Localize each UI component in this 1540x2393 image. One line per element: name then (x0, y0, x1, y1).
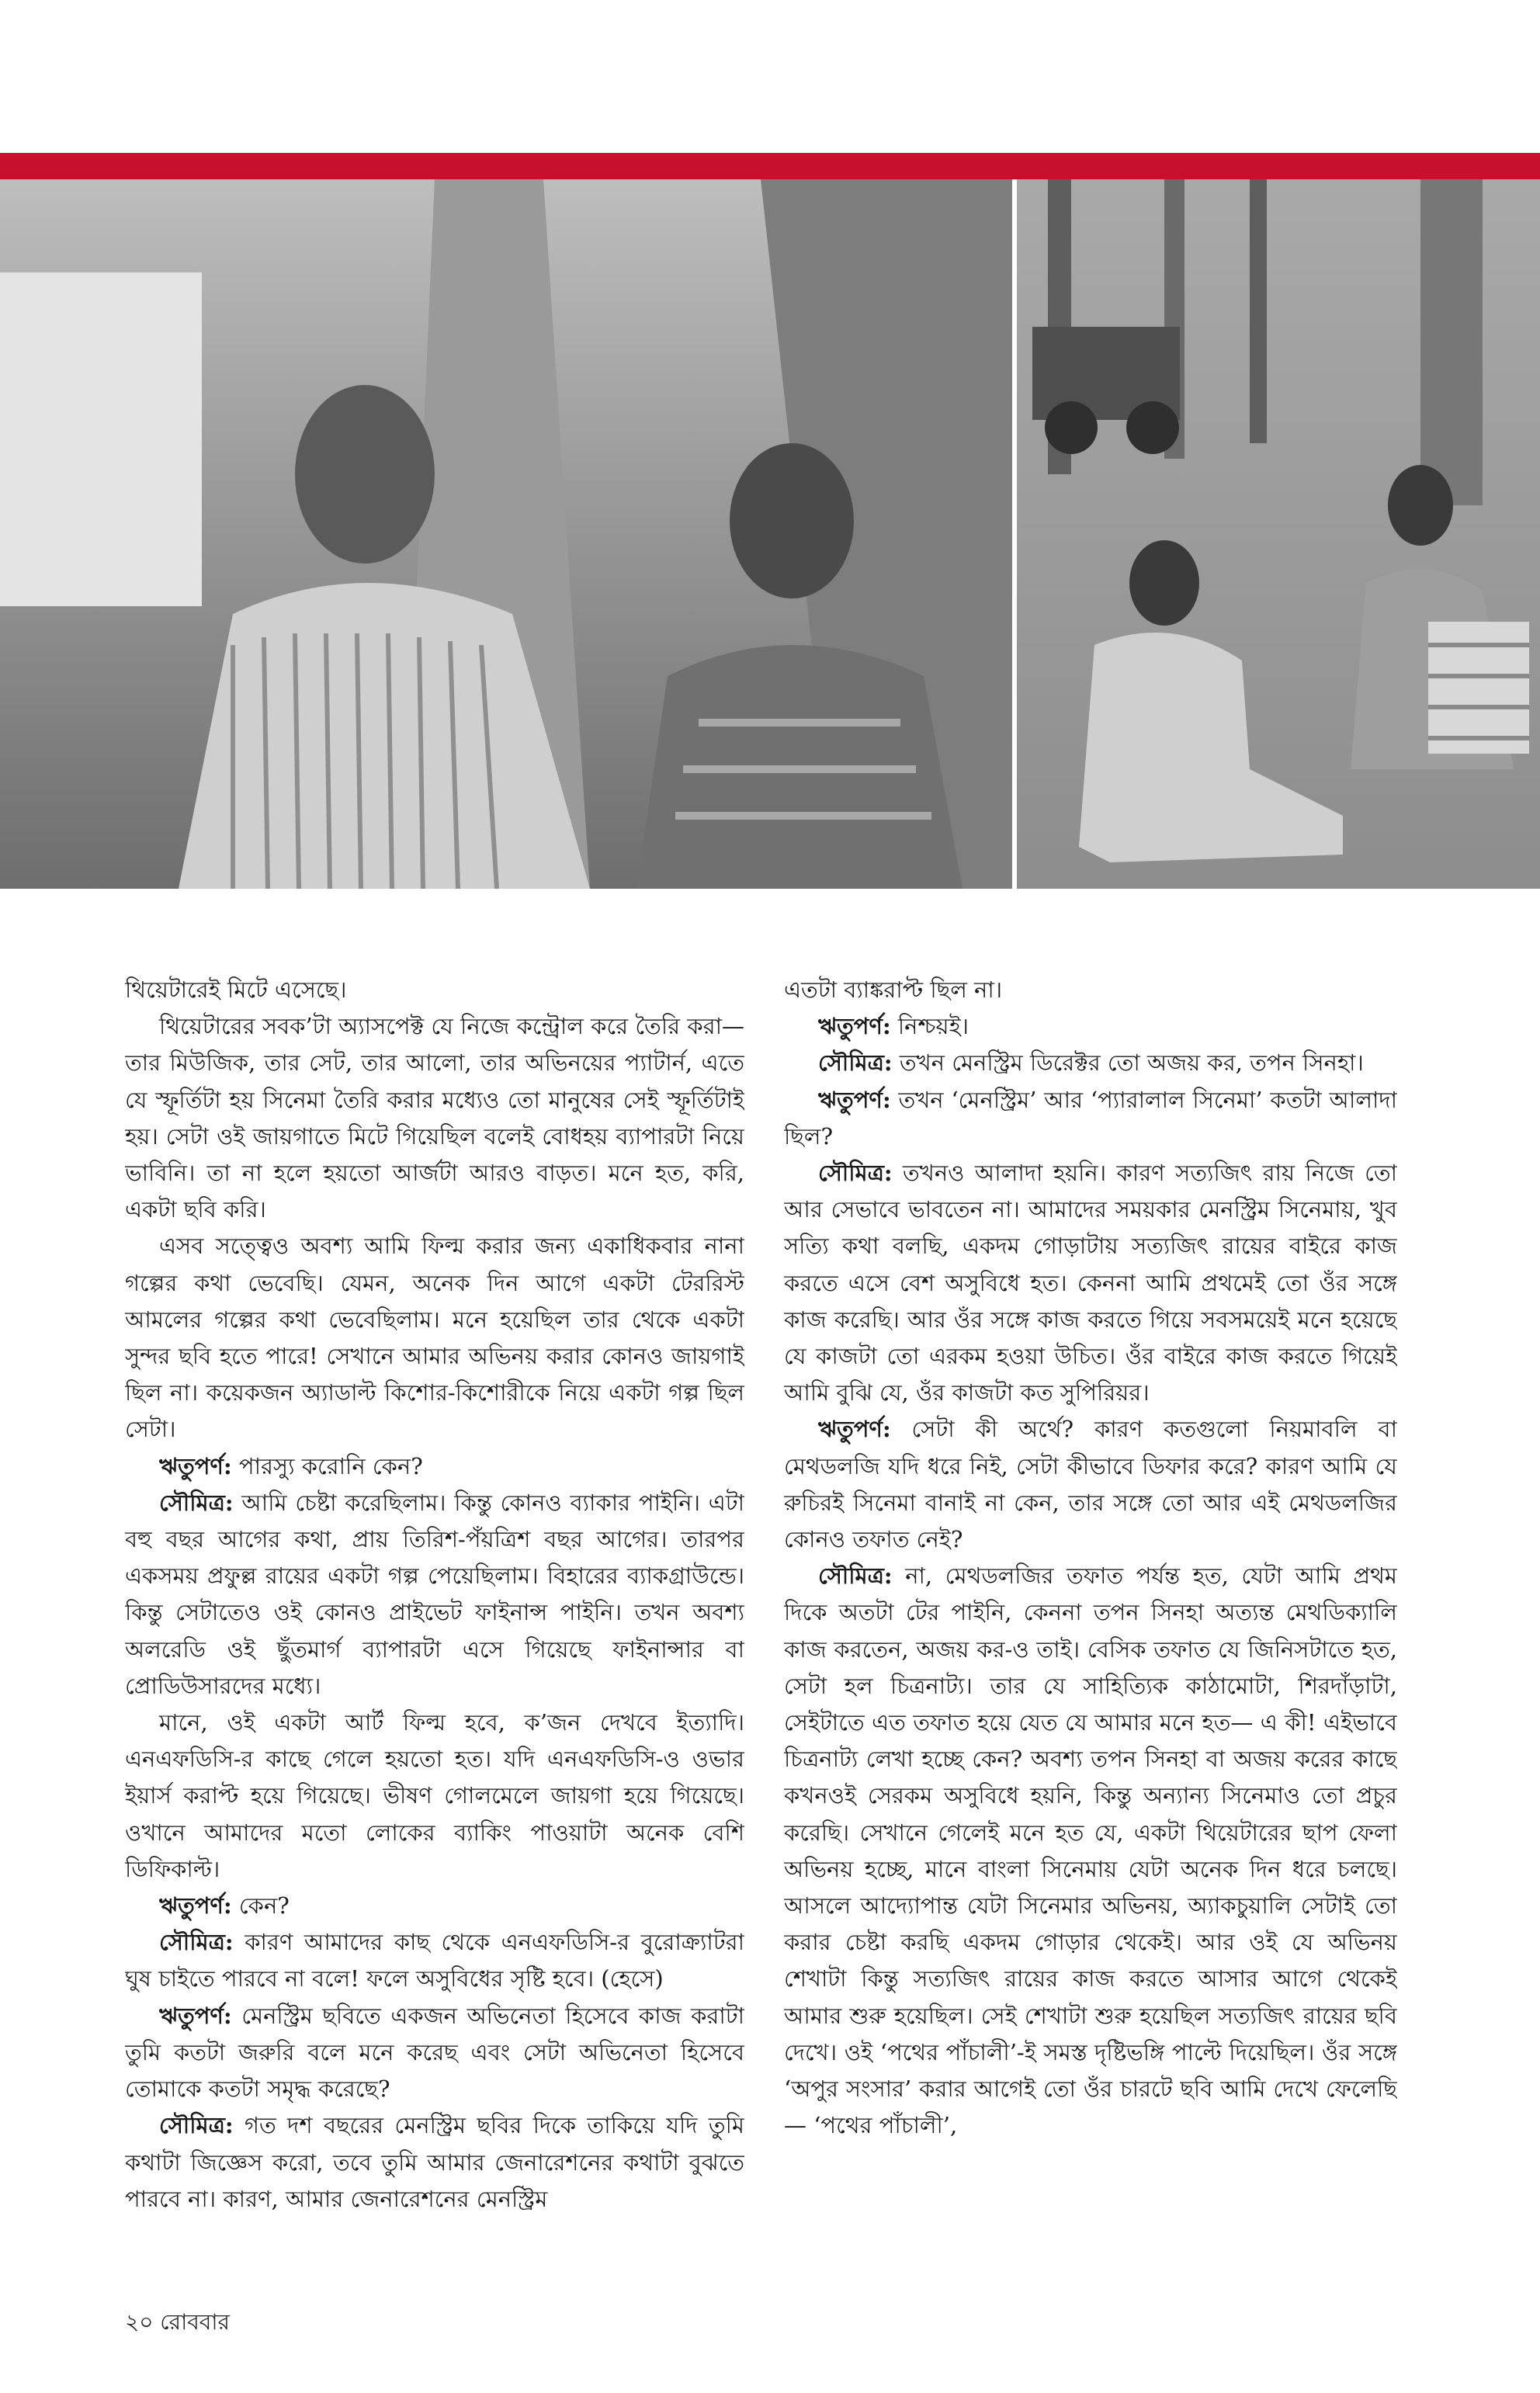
photo-strip (0, 179, 1540, 889)
interview-answer: সৌমিত্র: তখন মেনস্ট্রিম ডিরেক্টর তো অজয় কর, তপন সিনহা। (818, 1049, 1364, 1077)
film-still-photo-left (0, 179, 1012, 889)
interview-question: ঋতুপর্ণ: সেটা কী অর্থে? কারণ কতগুলো নিয়মাবলি বা মেথডলজি যদি ধরে নিই, সেটা কীভাবে ডিফার করে? কারণ আমি যে রুচিরই সিনেমা বানাই না কেন, তার সঙ্গে তো আর এই মেথডলজির কোনও তফাত নেই? (784, 1416, 1397, 1553)
film-still-photo-icon (0, 179, 1012, 889)
interview-answer: সৌমিত্র: তখনও আলাদা হয়নি। কারণ সত্যজিৎ রায় নিজে তো আর সেভাবে ভাবতেন না। আমাদের সময়কার মেনস্ট্রিম সিনেমায়, খুব সত্যি কথা বলছি, একদম গোড়াটায় সত্যজিৎ রায়ের বাইরে কাজ করতে এসে বেশ অসুবিধে হত। কেননা আমি প্রথমেই তো ওঁর সঙ্গে কাজ করেছি। আর ওঁর সঙ্গে কাজ করতে গিয়ে সবসময়েই মনে হয়েছে যে কাজটা তো এরকম হওয়া উচিত। ওঁর বাইরে কাজ করতে গিয়েই আমি বুঝি যে, ওঁর কাজটা কত সুপিরিয়র। (784, 1160, 1397, 1406)
speaker-label: সৌমিত্র: (818, 1562, 893, 1590)
article-paragraph: থিয়েটারের সবক’টা অ্যাসপেক্ট যে নিজে কন্ট্রোল করে তৈরি করা— তার মিউজিক, তার সেট, তার আলো, তার অভিনয়ের প্যাটার্ন, এতে যে স্ফূর্তিটা হয় সিনেমা তৈরি করার মধ্যেও তো মানুষের সেই স্ফূর্তিটাই হয়। সেটা ওই জায়গাতে মিটে গিয়েছিল বলেই বোধহয় ব্যাপারটা নিয়ে ভাবিনি। তা না হলে হয়তো আর্জটা আরও বাড়ত। মনে হত, করি, একটা ছবি করি। (125, 1013, 744, 1223)
speaker-label: ঋতুপর্ণ: (818, 1013, 891, 1040)
speaker-label: সৌমিত্র: (159, 1929, 234, 1956)
interview-answer: সৌমিত্র: কারণ আমাদের কাছ থেকে এনএফডিসি-র বুরোক্র্যাটরা ঘুষ চাইতে পারবে না বলে! ফলে অসুবিধের সৃষ্টি হবে। (হেসে) (125, 1929, 744, 1992)
speaker-label: ঋতুপর্ণ: (159, 1452, 232, 1479)
speaker-label: ঋতুপর্ণ: (159, 1892, 232, 1920)
speaker-label: সৌমিত্র: (159, 2112, 234, 2139)
accent-bar (0, 153, 1540, 179)
speaker-label: ঋতুপর্ণ: (159, 2002, 232, 2029)
article-column-right (784, 972, 1397, 2291)
article-paragraph: এতটা ব্যাঙ্করাপ্ট ছিল না। (784, 976, 1003, 1003)
article-paragraph: এসব সত্ত্বেও অবশ্য আমি ফিল্ম করার জন্য একাধিকবার নানা গল্পের কথা ভেবেছি। যেমন, অনেক দিন আগে একটা টেররিস্ট আমলের গল্পের কথা ভেবেছিলাম। মনে হয়েছিল তার থেকে একটা সুন্দর ছবি হতে পারে! সেখানে আমার অভিনয় করার কোনও জায়গাই ছিল না। কয়েকজন অ্যাডাল্ট কিশোর-কিশোরীকে নিয়ে একটা গল্প ছিল সেটা। (125, 1233, 744, 1443)
article-column-left (125, 972, 744, 2291)
article-paragraph: মানে, ওই একটা আর্ট ফিল্ম হবে, ক’জন দেখবে ইত্যাদি। এনএফডিসি-র কাছে গেলে হয়তো হত। যদি এনএফডিসি-ও ওভার ইয়ার্স করাপ্ট হয়ে গিয়েছে। ভীষণ গোলমেলে জায়গা হয়ে গিয়েছে। ওখানে আমাদের মতো লোকের ব্যাকিং পাওয়াটা অনেক বেশি ডিফিকাল্ট। (125, 1709, 744, 1882)
interview-question: ঋতুপর্ণ: কেন? (159, 1892, 290, 1920)
film-still-photo-icon (1017, 179, 1540, 889)
speaker-label: ঋতুপর্ণ: (818, 1086, 891, 1113)
speaker-label: সৌমিত্র: (159, 1489, 234, 1516)
speaker-label: ঋতুপর্ণ: (818, 1416, 891, 1443)
speaker-label: সৌমিত্র: (818, 1049, 893, 1077)
interview-answer: সৌমিত্র: আমি চেষ্টা করেছিলাম। কিন্তু কোনও ব্যাকার পাইনি। এটা বহু বছর আগের কথা, প্রায় তিরিশ-পঁয়ত্রিশ বছর আগের। তারপর একসময় প্রফুল্ল রায়ের একটা গল্প পেয়েছিলাম। বিহারের ব্যাকগ্রাউন্ডে। কিন্তু সেটাতেও ওই কোনও প্রাইভেট ফাইনান্স পাইনি। তখন অবশ্য অলরেডি ওই ছুঁতমার্গ ব্যাপারটা এসে গিয়েছে ফাইনান্সার বা প্রোডিউসারদের মধ্যে। (125, 1489, 744, 1699)
interview-answer: সৌমিত্র: গত দশ বছরের মেনস্ট্রিম ছবির দিকে তাকিয়ে যদি তুমি কথাটা জিজ্ঞেস করো, তবে তুমি আমার জেনারেশনের কথাটা বুঝতে পারবে না। কারণ, আমার জেনারেশনের মেনস্ট্রিম (125, 2112, 744, 2212)
interview-answer: সৌমিত্র: না, মেথডলজির তফাত পর্যন্ত হত, যেটা আমি প্রথম দিকে অতটা টের পাইনি, কেননা তপন সিনহা অত্যন্ত মেথডিক্যালি কাজ করতেন, অজয় কর-ও তাই। বেসিক তফাত যে জিনিসটাতে হত, সেটা হল চিত্রনাট্য। তার যে সাহিত্যিক কাঠামোটা, শিরদাঁড়াটা, সেইটাতে এত তফাত হয়ে যেত যে আমার মনে হত— এ কী! এইভাবে চিত্রনাট্য লেখা হচ্ছে কেন? অবশ্য তপন সিনহা বা অজয় করের কাছে কখনওই সেরকম অসুবিধে হয়নি, কিন্তু অন্যান্য সিনেমাও তো প্রচুর করেছি। সেখানে গেলেই মনে হত যে, একটা থিয়েটারের ছাপ ফেলা অভিনয় হচ্ছে, মানে বাংলা সিনেমায় যেটা অনেক দিন ধরে চলছে। আসলে আদ্যোপান্ত যেটা সিনেমার অভিনয়, অ্যাকচুয়ালি সেটাই তো করার চেষ্টা করছি একদম গোড়ার থেকেই। আর ওই যে অভিনয় শেখাটা কিন্তু সত্যজিৎ রায়ের কাজ করতে আসার আগে থেকেই আমার শুরু হয়েছিল। সেই শেখাটা শুরু হয়েছিল সত্যজিৎ রায়ের ছবি দেখে। ওই ‘পথের পাঁচালী’-ই সমস্ত দৃষ্টিভঙ্গি পাল্টে দিয়েছিল। ওঁর সঙ্গে ‘অপুর সংসার’ করার আগেই তো ওঁর চারটে ছবি আমি দেখে ফেলেছি— ‘পথের পাঁচালী’, (784, 1562, 1397, 2139)
interview-question: ঋতুপর্ণ: নিশ্চয়ই। (818, 1013, 969, 1040)
article-paragraph: থিয়েটারেই মিটে এসেছে। (125, 976, 347, 1003)
speaker-label: সৌমিত্র: (818, 1160, 893, 1187)
interview-question: ঋতুপর্ণ: মেনস্ট্রিম ছবিতে একজন অভিনেতা হিসেবে কাজ করাটা তুমি কতটা জরুরি বলে মনে করেছ এবং সেটা অভিনেতা হিসেবে তোমাকে কতটা সমৃদ্ধ করেছে? (125, 2002, 744, 2103)
interview-question: ঋতুপর্ণ: পারস্যু করোনি কেন? (159, 1452, 423, 1479)
page-folio: ২০ রোববার (125, 2309, 230, 2335)
film-still-photo-right (1017, 179, 1540, 889)
interview-question: ঋতুপর্ণ: তখন ‘মেনস্ট্রিম’ আর ‘প্যারালাল সিনেমা’ কতটা আলাদা ছিল? (784, 1086, 1397, 1150)
